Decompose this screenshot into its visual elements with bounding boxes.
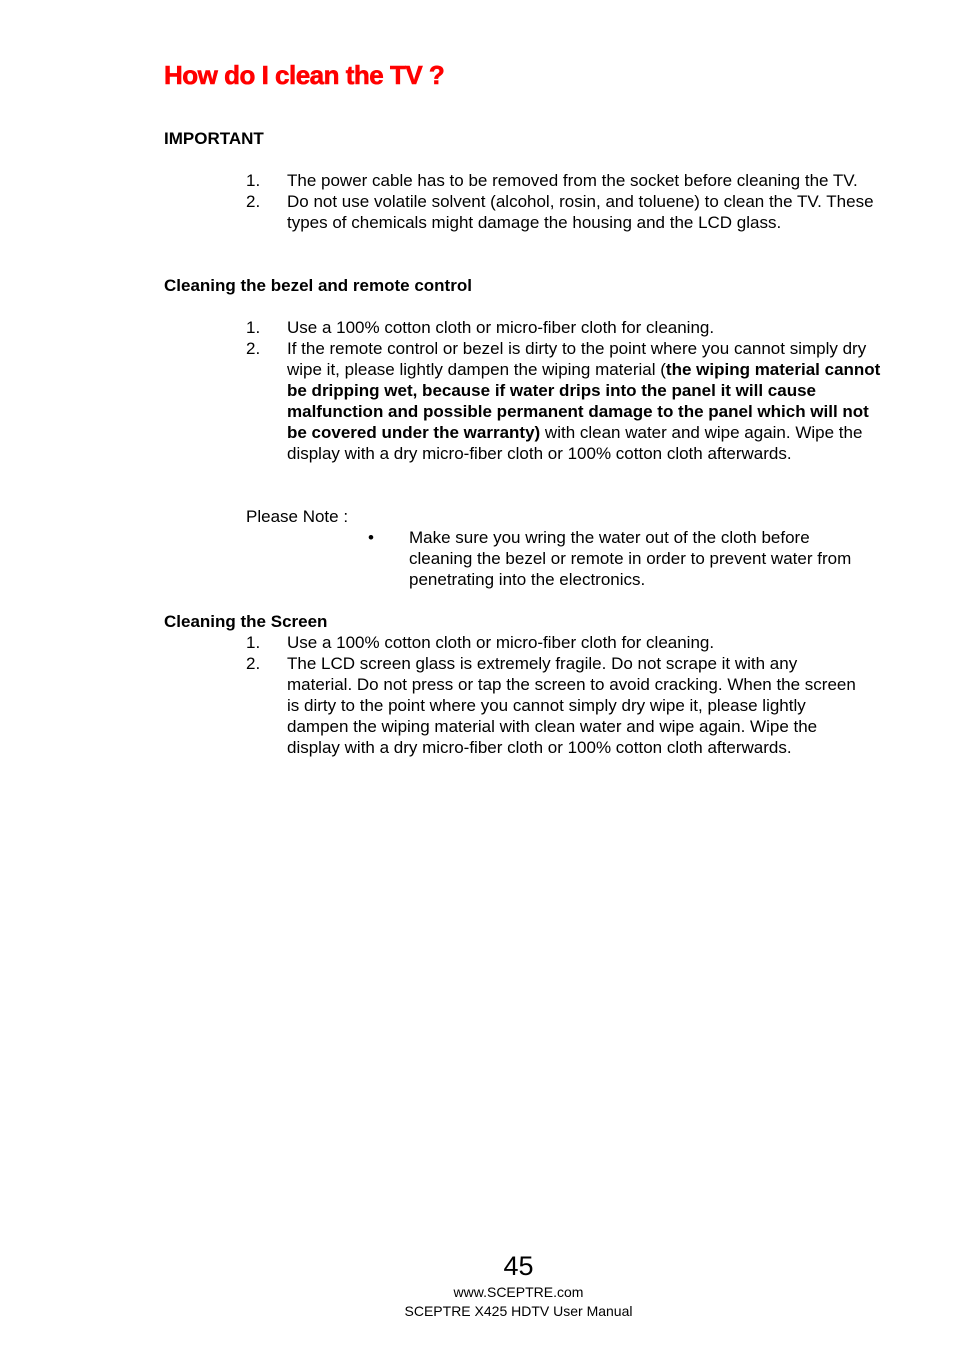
list-number: 2. (246, 192, 261, 211)
list-text-part: If the remote control or bezel is dirty to the point where you cannot simply dry wipe it, please lightly dampen the wiping material ( (287, 339, 867, 379)
list-item (246, 338, 886, 464)
list-item (246, 191, 886, 233)
screen-list (246, 632, 886, 758)
list-number: 2. (246, 654, 261, 673)
page-number: 45 (503, 1251, 534, 1281)
list-item (368, 527, 858, 590)
list-text: The LCD screen glass is extremely fragile. Do not scrape it with any material. Do not press or tap the screen to avoid cracking. When the screen is dirty to the point where you cannot simply dry wipe it, please lightly dampen the wiping material with clean water and wipe again. Wipe the display with a dry micro-fiber cloth or 100% cotton cloth afterwards. (287, 654, 856, 757)
note-text: Make sure you wring the water out of the cloth before cleaning the bezel or remote in order to prevent water from penetrating into the electronics. (409, 528, 852, 589)
list-text: Use a 100% cotton cloth or micro-fiber cloth for cleaning. (287, 633, 715, 652)
footer-website: www.SCEPTRE.com (453, 1284, 584, 1300)
list-item (246, 653, 886, 758)
note-list (368, 527, 858, 590)
note-label: Please Note : (246, 507, 349, 526)
list-item (246, 317, 886, 338)
list-item (246, 632, 886, 653)
important-heading: IMPORTANT (164, 129, 264, 148)
bezel-heading: Cleaning the bezel and remote control (164, 276, 472, 295)
footer-manual-title: SCEPTRE X425 HDTV User Manual (404, 1303, 633, 1319)
list-text: Do not use volatile solvent (alcohol, rosin, and toluene) to clean the TV. These types of chemicals might damage the housing and the LCD glass. (287, 192, 874, 232)
important-list (246, 170, 886, 233)
list-text (287, 339, 880, 463)
bullet-icon: • (368, 528, 374, 547)
warning-text: the wiping material cannot be dripping wet, because if water drips into the panel it will cause malfunction and possible permanent damage to the panel which will not be covered under the warranty) (287, 360, 881, 442)
list-number: 2. (246, 339, 261, 358)
page-title: How do I clean the TV ? (164, 60, 445, 90)
screen-heading: Cleaning the Screen (164, 612, 328, 631)
list-text: Use a 100% cotton cloth or micro-fiber cloth for cleaning. (287, 318, 715, 337)
list-text-part: with clean water and wipe again. Wipe the display with a dry micro-fiber cloth or 100% cotton cloth afterwards. (287, 423, 863, 463)
list-number: 1. (246, 633, 261, 652)
list-number: 1. (246, 318, 261, 337)
list-item (246, 170, 886, 191)
bezel-list (246, 317, 886, 464)
list-number: 1. (246, 171, 261, 190)
list-text: The power cable has to be removed from the socket before cleaning the TV. (287, 171, 858, 190)
